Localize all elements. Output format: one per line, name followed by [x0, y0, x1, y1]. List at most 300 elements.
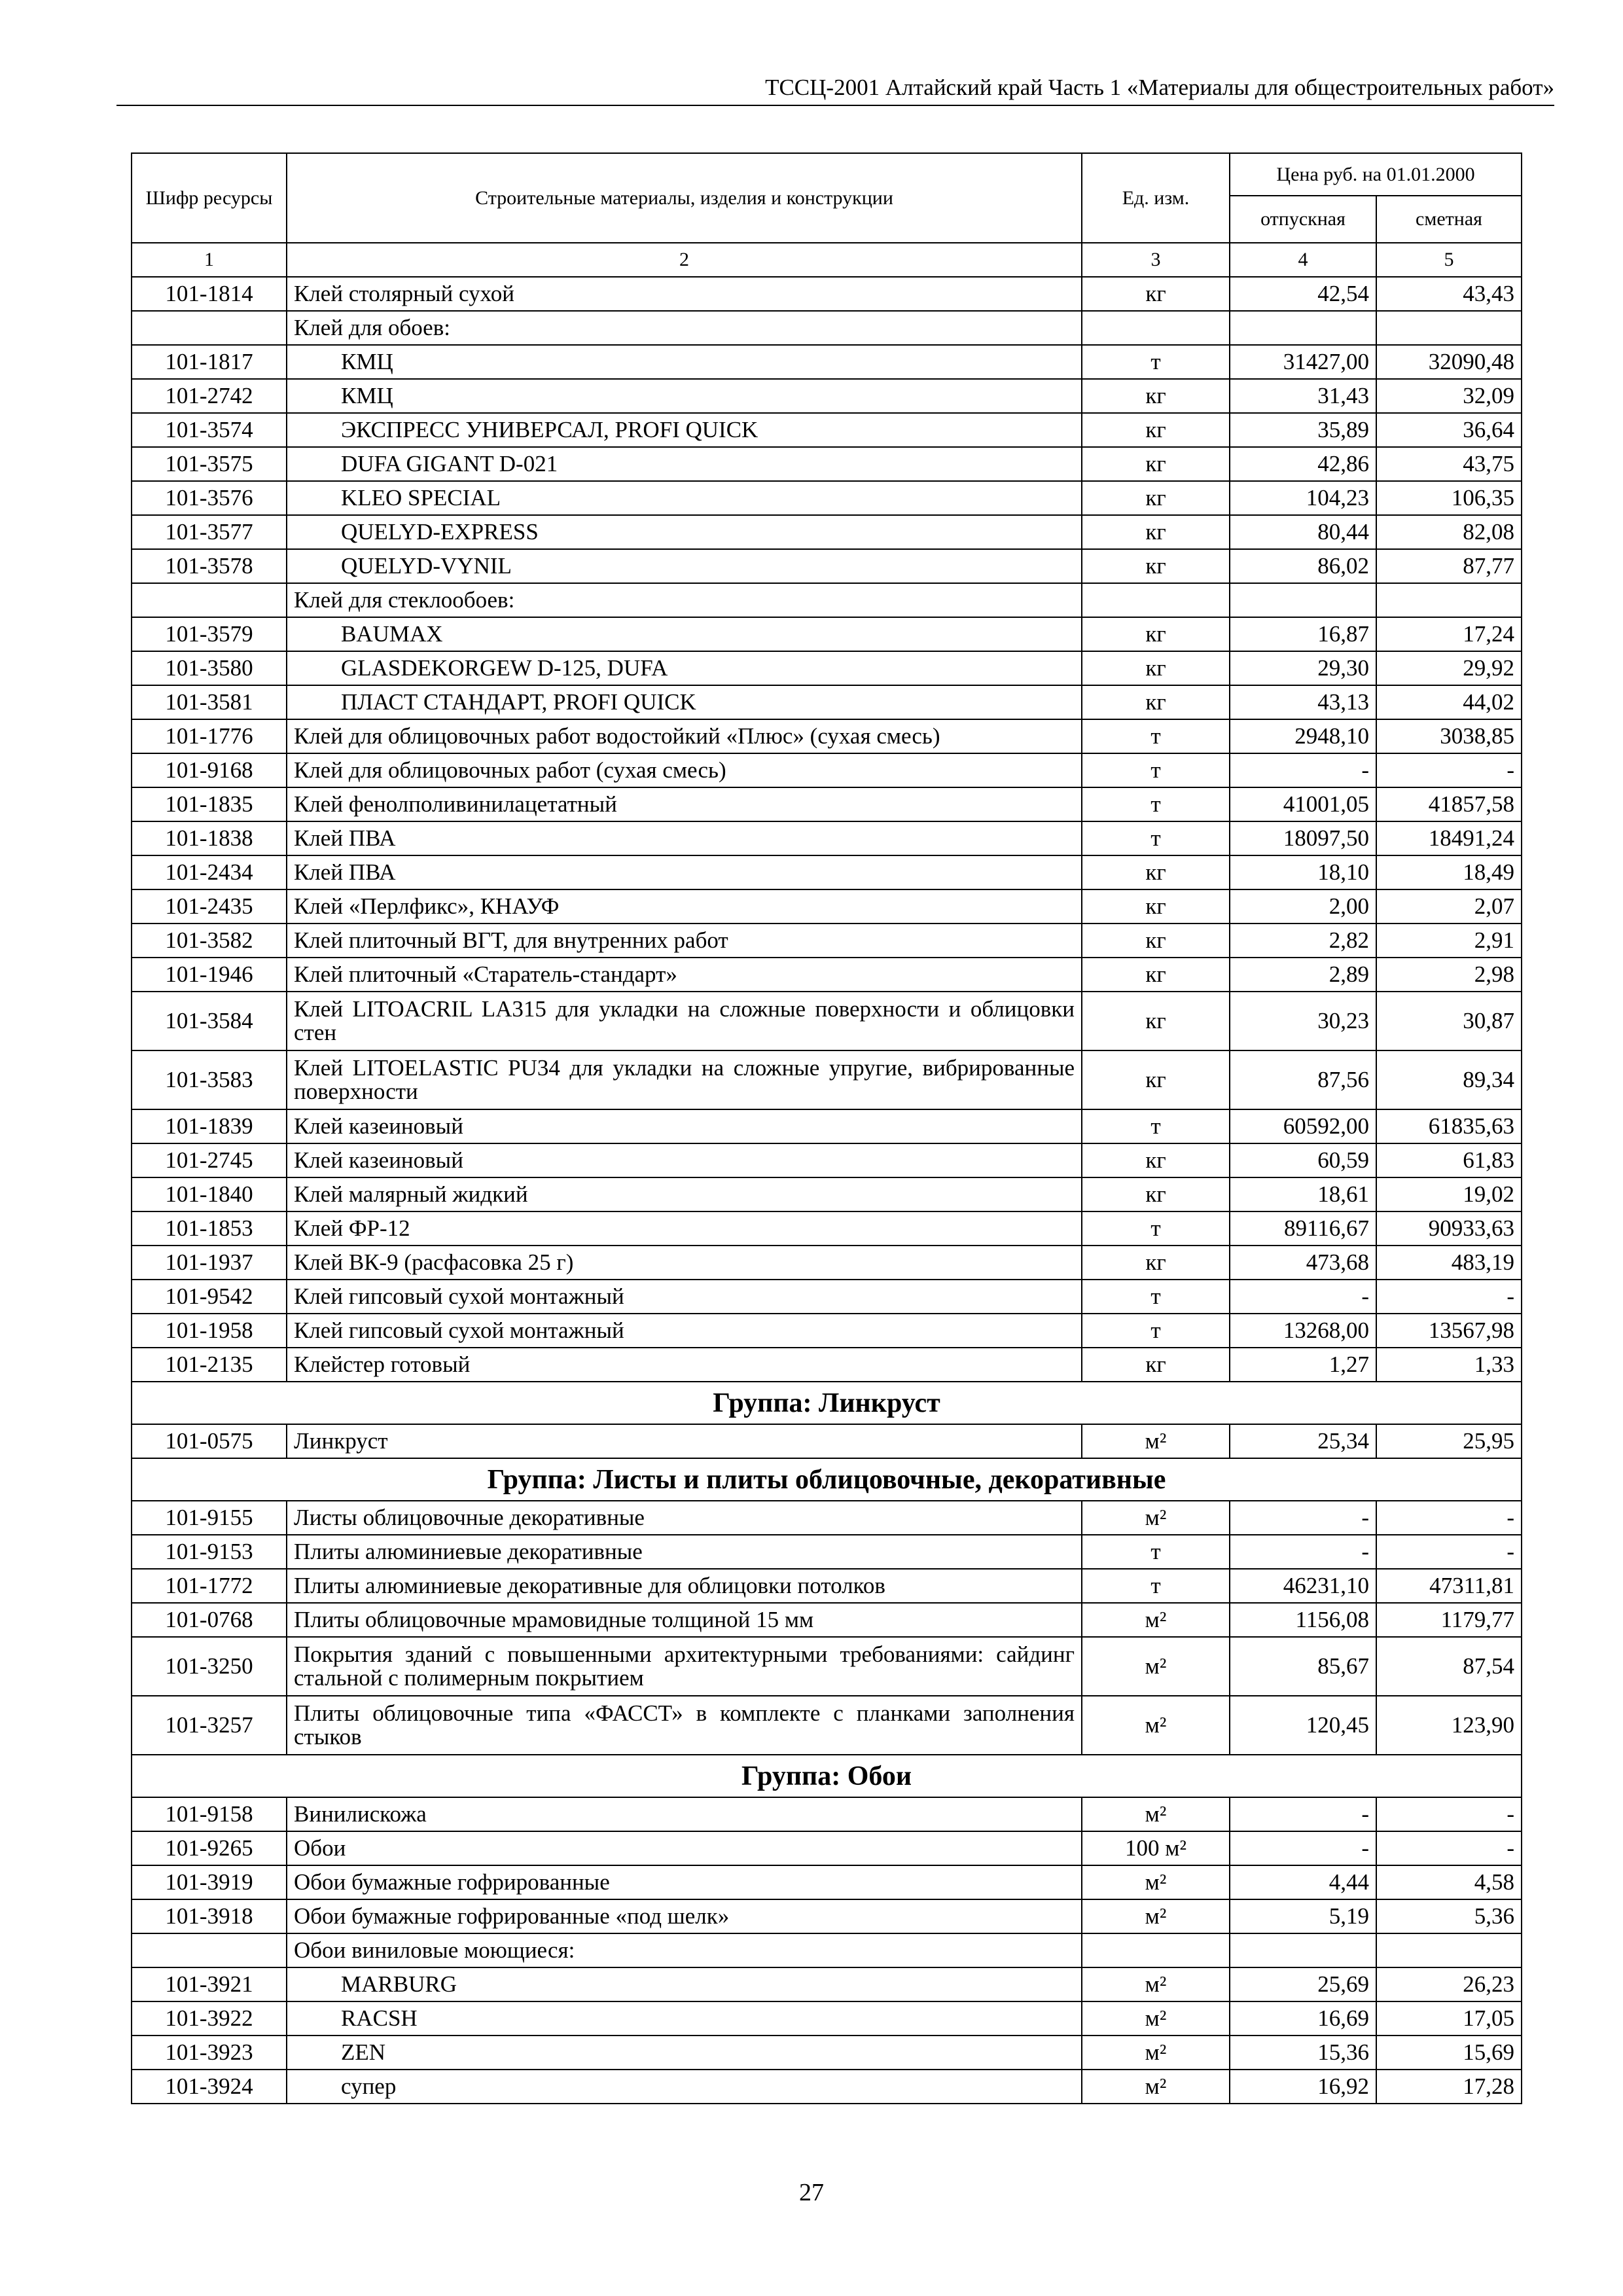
material-name: KLEO SPECIAL: [287, 481, 1082, 515]
table-row: [132, 1696, 1522, 1755]
release-price: -: [1230, 1501, 1376, 1535]
resource-code: 101-1840: [132, 1177, 287, 1211]
material-name: ЭКСПРЕСС УНИВЕРСАЛ, PROFI QUICK: [287, 413, 1082, 447]
material-name: КМЦ: [287, 345, 1082, 379]
estimate-price: -: [1376, 753, 1522, 787]
estimate-price: 43,43: [1376, 277, 1522, 311]
group-heading-row: [132, 1458, 1522, 1501]
table-row: [132, 481, 1522, 515]
release-price: 2,89: [1230, 958, 1376, 992]
table-row: [132, 753, 1522, 787]
release-price: 35,89: [1230, 413, 1376, 447]
material-name: Обои: [287, 1831, 1082, 1865]
release-price: 85,67: [1230, 1637, 1376, 1696]
estimate-price: 41857,58: [1376, 787, 1522, 821]
release-price: 473,68: [1230, 1246, 1376, 1280]
resource-code: 101-3582: [132, 924, 287, 958]
material-name: Клей «Перлфикс», КНАУФ: [287, 889, 1082, 924]
resource-code: 101-2434: [132, 855, 287, 889]
release-price: 46231,10: [1230, 1569, 1376, 1603]
release-price: 30,23: [1230, 992, 1376, 1050]
unit-cell: м²: [1082, 1899, 1230, 1933]
resource-code: 101-9155: [132, 1501, 287, 1535]
release-price: 86,02: [1230, 549, 1376, 583]
release-price: 42,86: [1230, 447, 1376, 481]
release-price: 89116,67: [1230, 1211, 1376, 1246]
table-row: [132, 1314, 1522, 1348]
material-name: Клей фенолполивинилацетатный: [287, 787, 1082, 821]
unit-cell: 100 м²: [1082, 1831, 1230, 1865]
release-price: -: [1230, 1280, 1376, 1314]
table-row: [132, 617, 1522, 651]
header-rule: [116, 105, 1554, 106]
unit-cell: кг: [1082, 855, 1230, 889]
table-row: [132, 787, 1522, 821]
material-name: RACSH: [287, 2001, 1082, 2036]
estimate-price: 32090,48: [1376, 345, 1522, 379]
material-name: КМЦ: [287, 379, 1082, 413]
estimate-price: 47311,81: [1376, 1569, 1522, 1603]
release-price: [1230, 311, 1376, 345]
material-name: Обои бумажные гофрированные: [287, 1865, 1082, 1899]
table-header: [132, 153, 1522, 243]
unit-cell: т: [1082, 1535, 1230, 1569]
estimate-price: 18491,24: [1376, 821, 1522, 855]
resource-code: 101-2745: [132, 1143, 287, 1177]
release-price: 87,56: [1230, 1050, 1376, 1109]
release-price: 15,36: [1230, 2036, 1376, 2070]
material-name: Клей ПВА: [287, 855, 1082, 889]
unit-cell: кг: [1082, 549, 1230, 583]
resource-code: 101-0575: [132, 1424, 287, 1458]
release-price: 25,69: [1230, 1967, 1376, 2001]
col-price-header: Цена руб. на 01.01.2000: [1230, 153, 1522, 196]
estimate-price: -: [1376, 1831, 1522, 1865]
table-row: [132, 1535, 1522, 1569]
release-price: -: [1230, 1797, 1376, 1831]
estimate-price: [1376, 311, 1522, 345]
unit-cell: т: [1082, 1314, 1230, 1348]
resource-code: 101-3583: [132, 1050, 287, 1109]
release-price: 80,44: [1230, 515, 1376, 549]
resource-code: 101-2435: [132, 889, 287, 924]
material-name: Плиты алюминиевые декоративные для облицовки потолков: [287, 1569, 1082, 1603]
release-price: -: [1230, 753, 1376, 787]
subsection-heading-row: [132, 311, 1522, 345]
material-name: Клей казеиновый: [287, 1109, 1082, 1143]
table-row: [132, 821, 1522, 855]
table-row: [132, 277, 1522, 311]
unit-cell: м²: [1082, 1501, 1230, 1535]
estimate-price: 123,90: [1376, 1696, 1522, 1755]
unit-cell: кг: [1082, 889, 1230, 924]
estimate-price: 61835,63: [1376, 1109, 1522, 1143]
material-name: ПЛАСТ СТАНДАРТ, PROFI QUICK: [287, 685, 1082, 719]
col-release-header: отпускная: [1230, 196, 1376, 243]
table-row: [132, 379, 1522, 413]
table-row: [132, 549, 1522, 583]
unit-cell: т: [1082, 345, 1230, 379]
resource-code: 101-3579: [132, 617, 287, 651]
estimate-price: 4,58: [1376, 1865, 1522, 1899]
unit-cell: кг: [1082, 447, 1230, 481]
table-row: [132, 447, 1522, 481]
group-heading: Группа: Обои: [132, 1755, 1522, 1797]
table-body: [132, 243, 1522, 2104]
material-name: Клей ВК-9 (расфасовка 25 г): [287, 1246, 1082, 1280]
subsection-heading: Обои виниловые моющиеся:: [287, 1933, 1082, 1967]
unit-cell: т: [1082, 1211, 1230, 1246]
table-row: [132, 1501, 1522, 1535]
price-table: [131, 152, 1522, 2104]
estimate-price: 87,77: [1376, 549, 1522, 583]
unit-cell: т: [1082, 753, 1230, 787]
release-price: -: [1230, 1535, 1376, 1569]
unit-cell: м²: [1082, 1603, 1230, 1637]
table-row: [132, 1348, 1522, 1382]
release-price: 2,82: [1230, 924, 1376, 958]
release-price: 13268,00: [1230, 1314, 1376, 1348]
resource-code: 101-3577: [132, 515, 287, 549]
resource-code: 101-1817: [132, 345, 287, 379]
unit-cell: т: [1082, 1109, 1230, 1143]
col-estimate-header: сметная: [1376, 196, 1522, 243]
estimate-price: 1179,77: [1376, 1603, 1522, 1637]
table-row: [132, 1637, 1522, 1696]
resource-code: 101-3584: [132, 992, 287, 1050]
estimate-price: 17,05: [1376, 2001, 1522, 2036]
material-name: Плиты облицовочные типа «ФАССТ» в комплекте с планками заполнения стыков: [287, 1696, 1082, 1755]
estimate-price: 89,34: [1376, 1050, 1522, 1109]
unit-cell: кг: [1082, 924, 1230, 958]
material-name: Клейстер готовый: [287, 1348, 1082, 1382]
release-price: 43,13: [1230, 685, 1376, 719]
table-row: [132, 1246, 1522, 1280]
resource-code: 101-3574: [132, 413, 287, 447]
estimate-price: 17,24: [1376, 617, 1522, 651]
resource-code: 101-1835: [132, 787, 287, 821]
resource-code: 101-1853: [132, 1211, 287, 1246]
unit-cell: кг: [1082, 1246, 1230, 1280]
release-price: 1156,08: [1230, 1603, 1376, 1637]
column-index: 5: [1376, 243, 1522, 277]
resource-code: 101-1776: [132, 719, 287, 753]
unit-cell: м²: [1082, 1637, 1230, 1696]
unit-cell: кг: [1082, 277, 1230, 311]
release-price: 5,19: [1230, 1899, 1376, 1933]
material-name: Клей плиточный ВГТ, для внутренних работ: [287, 924, 1082, 958]
table-row: [132, 992, 1522, 1050]
resource-code: 101-1958: [132, 1314, 287, 1348]
resource-code: 101-3580: [132, 651, 287, 685]
release-price: 120,45: [1230, 1696, 1376, 1755]
table-row: [132, 1280, 1522, 1314]
table-row: [132, 2070, 1522, 2104]
col-unit-header: Ед. изм.: [1082, 153, 1230, 243]
resource-code: 101-3919: [132, 1865, 287, 1899]
group-heading: Группа: Листы и плиты облицовочные, декоративные: [132, 1458, 1522, 1501]
material-name: Клей малярный жидкий: [287, 1177, 1082, 1211]
unit-cell: [1082, 1933, 1230, 1967]
unit-cell: м²: [1082, 1424, 1230, 1458]
material-name: Клей LITOACRIL LA315 для укладки на сложные поверхности и облицовки стен: [287, 992, 1082, 1050]
unit-cell: кг: [1082, 413, 1230, 447]
estimate-price: 2,98: [1376, 958, 1522, 992]
unit-cell: м²: [1082, 2070, 1230, 2104]
unit-cell: [1082, 311, 1230, 345]
unit-cell: м²: [1082, 1797, 1230, 1831]
subsection-heading-row: [132, 1933, 1522, 1967]
estimate-price: 36,64: [1376, 413, 1522, 447]
resource-code: [132, 583, 287, 617]
resource-code: 101-3924: [132, 2070, 287, 2104]
estimate-price: 13567,98: [1376, 1314, 1522, 1348]
unit-cell: т: [1082, 719, 1230, 753]
release-price: 2948,10: [1230, 719, 1376, 753]
resource-code: 101-3575: [132, 447, 287, 481]
table-row: [132, 651, 1522, 685]
resource-code: 101-1937: [132, 1246, 287, 1280]
material-name: Клей ФР-12: [287, 1211, 1082, 1246]
material-name: QUELYD-VYNIL: [287, 549, 1082, 583]
resource-code: 101-3578: [132, 549, 287, 583]
table-row: [132, 958, 1522, 992]
estimate-price: 32,09: [1376, 379, 1522, 413]
estimate-price: 2,07: [1376, 889, 1522, 924]
estimate-price: -: [1376, 1797, 1522, 1831]
unit-cell: кг: [1082, 651, 1230, 685]
estimate-price: 5,36: [1376, 1899, 1522, 1933]
running-header: ТССЦ-2001 Алтайский край Часть 1 «Материалы для общестроительных работ»: [765, 75, 1554, 100]
group-heading: Группа: Линкруст: [132, 1382, 1522, 1424]
table-row: [132, 889, 1522, 924]
release-price: 31427,00: [1230, 345, 1376, 379]
estimate-price: -: [1376, 1535, 1522, 1569]
resource-code: 101-9158: [132, 1797, 287, 1831]
unit-cell: кг: [1082, 1348, 1230, 1382]
estimate-price: -: [1376, 1501, 1522, 1535]
material-name: BAUMAX: [287, 617, 1082, 651]
table-row: [132, 1603, 1522, 1637]
estimate-price: 1,33: [1376, 1348, 1522, 1382]
resource-code: 101-2742: [132, 379, 287, 413]
unit-cell: кг: [1082, 992, 1230, 1050]
estimate-price: 30,87: [1376, 992, 1522, 1050]
material-name: Плиты облицовочные мрамовидные толщиной 15 мм: [287, 1603, 1082, 1637]
column-index: 3: [1082, 243, 1230, 277]
material-name: Винилискожа: [287, 1797, 1082, 1831]
subsection-heading: Клей для обоев:: [287, 311, 1082, 345]
material-name: Обои бумажные гофрированные «под шелк»: [287, 1899, 1082, 1933]
estimate-price: 17,28: [1376, 2070, 1522, 2104]
material-name: Клей ПВА: [287, 821, 1082, 855]
material-name: Клей казеиновый: [287, 1143, 1082, 1177]
estimate-price: 26,23: [1376, 1967, 1522, 2001]
estimate-price: [1376, 583, 1522, 617]
table-row: [132, 1569, 1522, 1603]
group-heading-row: [132, 1755, 1522, 1797]
resource-code: 101-3250: [132, 1637, 287, 1696]
estimate-price: 29,92: [1376, 651, 1522, 685]
material-name: Клей LITOELASTIC PU34 для укладки на сложные упругие, вибрированные поверхности: [287, 1050, 1082, 1109]
material-name: Клей столярный сухой: [287, 277, 1082, 311]
resource-code: 101-1772: [132, 1569, 287, 1603]
release-price: 16,92: [1230, 2070, 1376, 2104]
estimate-price: 87,54: [1376, 1637, 1522, 1696]
table-row: [132, 1831, 1522, 1865]
table-row: [132, 1424, 1522, 1458]
unit-cell: кг: [1082, 617, 1230, 651]
material-name: Клей гипсовый сухой монтажный: [287, 1280, 1082, 1314]
table-row: [132, 413, 1522, 447]
release-price: 16,87: [1230, 617, 1376, 651]
unit-cell: кг: [1082, 958, 1230, 992]
subsection-heading: Клей для стеклообоев:: [287, 583, 1082, 617]
resource-code: 101-1838: [132, 821, 287, 855]
column-index-row: [132, 243, 1522, 277]
table-row: [132, 1211, 1522, 1246]
table-row: [132, 2036, 1522, 2070]
table-row: [132, 855, 1522, 889]
release-price: 31,43: [1230, 379, 1376, 413]
resource-code: 101-3921: [132, 1967, 287, 2001]
col-name-header: Строительные материалы, изделия и конструкции: [287, 153, 1082, 243]
table-row: [132, 1865, 1522, 1899]
table-row: [132, 924, 1522, 958]
material-name: Покрытия зданий с повышенными архитектурными требованиями: сайдинг стальной с полимерным покрытием: [287, 1637, 1082, 1696]
unit-cell: м²: [1082, 1967, 1230, 2001]
unit-cell: м²: [1082, 1696, 1230, 1755]
material-name: Листы облицовочные декоративные: [287, 1501, 1082, 1535]
estimate-price: 90933,63: [1376, 1211, 1522, 1246]
unit-cell: т: [1082, 821, 1230, 855]
release-price: 18,10: [1230, 855, 1376, 889]
unit-cell: кг: [1082, 481, 1230, 515]
release-price: 1,27: [1230, 1348, 1376, 1382]
table-row: [132, 1177, 1522, 1211]
unit-cell: [1082, 583, 1230, 617]
release-price: 2,00: [1230, 889, 1376, 924]
estimate-price: 44,02: [1376, 685, 1522, 719]
material-name: QUELYD-EXPRESS: [287, 515, 1082, 549]
estimate-price: -: [1376, 1280, 1522, 1314]
estimate-price: 483,19: [1376, 1246, 1522, 1280]
table-row: [132, 1050, 1522, 1109]
unit-cell: т: [1082, 787, 1230, 821]
estimate-price: 3038,85: [1376, 719, 1522, 753]
estimate-price: 82,08: [1376, 515, 1522, 549]
table-row: [132, 1797, 1522, 1831]
estimate-price: 2,91: [1376, 924, 1522, 958]
material-name: Клей гипсовый сухой монтажный: [287, 1314, 1082, 1348]
estimate-price: 25,95: [1376, 1424, 1522, 1458]
material-name: DUFA GIGANT D-021: [287, 447, 1082, 481]
unit-cell: т: [1082, 1280, 1230, 1314]
release-price: 4,44: [1230, 1865, 1376, 1899]
material-name: ZEN: [287, 2036, 1082, 2070]
table-row: [132, 719, 1522, 753]
resource-code: 101-3257: [132, 1696, 287, 1755]
release-price: 25,34: [1230, 1424, 1376, 1458]
resource-code: 101-3922: [132, 2001, 287, 2036]
release-price: 16,69: [1230, 2001, 1376, 2036]
release-price: 60,59: [1230, 1143, 1376, 1177]
resource-code: 101-9168: [132, 753, 287, 787]
resource-code: 101-3923: [132, 2036, 287, 2070]
column-index: 1: [132, 243, 287, 277]
table-row: [132, 345, 1522, 379]
unit-cell: м²: [1082, 1865, 1230, 1899]
unit-cell: т: [1082, 1569, 1230, 1603]
resource-code: 101-2135: [132, 1348, 287, 1382]
unit-cell: кг: [1082, 515, 1230, 549]
release-price: [1230, 583, 1376, 617]
resource-code: 101-3576: [132, 481, 287, 515]
material-name: Клей для облицовочных работ водостойкий «Плюс» (сухая смесь): [287, 719, 1082, 753]
table-row: [132, 1899, 1522, 1933]
unit-cell: кг: [1082, 685, 1230, 719]
release-price: -: [1230, 1831, 1376, 1865]
resource-code: 101-1814: [132, 277, 287, 311]
release-price: 18,61: [1230, 1177, 1376, 1211]
table-row: [132, 1967, 1522, 2001]
estimate-price: 15,69: [1376, 2036, 1522, 2070]
release-price: 60592,00: [1230, 1109, 1376, 1143]
estimate-price: 19,02: [1376, 1177, 1522, 1211]
table-row: [132, 2001, 1522, 2036]
material-name: Линкруст: [287, 1424, 1082, 1458]
resource-code: 101-3918: [132, 1899, 287, 1933]
resource-code: [132, 1933, 287, 1967]
unit-cell: кг: [1082, 1177, 1230, 1211]
table-row: [132, 1143, 1522, 1177]
column-index: 4: [1230, 243, 1376, 277]
estimate-price: [1376, 1933, 1522, 1967]
unit-cell: кг: [1082, 379, 1230, 413]
release-price: 42,54: [1230, 277, 1376, 311]
estimate-price: 61,83: [1376, 1143, 1522, 1177]
column-index: 2: [287, 243, 1082, 277]
material-name: Клей для облицовочных работ (сухая смесь): [287, 753, 1082, 787]
unit-cell: кг: [1082, 1143, 1230, 1177]
resource-code: 101-9265: [132, 1831, 287, 1865]
release-price: 41001,05: [1230, 787, 1376, 821]
col-code-header: Шифр ресурсы: [132, 153, 287, 243]
unit-cell: м²: [1082, 2001, 1230, 2036]
table-row: [132, 515, 1522, 549]
material-name: GLASDEKORGEW D-125, DUFA: [287, 651, 1082, 685]
unit-cell: м²: [1082, 2036, 1230, 2070]
resource-code: [132, 311, 287, 345]
group-heading-row: [132, 1382, 1522, 1424]
table-row: [132, 685, 1522, 719]
resource-code: 101-9153: [132, 1535, 287, 1569]
estimate-price: 18,49: [1376, 855, 1522, 889]
release-price: 29,30: [1230, 651, 1376, 685]
subsection-heading-row: [132, 583, 1522, 617]
resource-code: 101-0768: [132, 1603, 287, 1637]
page-number: 27: [799, 2179, 824, 2206]
release-price: 104,23: [1230, 481, 1376, 515]
release-price: 18097,50: [1230, 821, 1376, 855]
release-price: [1230, 1933, 1376, 1967]
material-name: супер: [287, 2070, 1082, 2104]
estimate-price: 106,35: [1376, 481, 1522, 515]
material-name: Клей плиточный «Старатель-стандарт»: [287, 958, 1082, 992]
material-name: MARBURG: [287, 1967, 1082, 2001]
material-name: Плиты алюминиевые декоративные: [287, 1535, 1082, 1569]
table-row: [132, 1109, 1522, 1143]
